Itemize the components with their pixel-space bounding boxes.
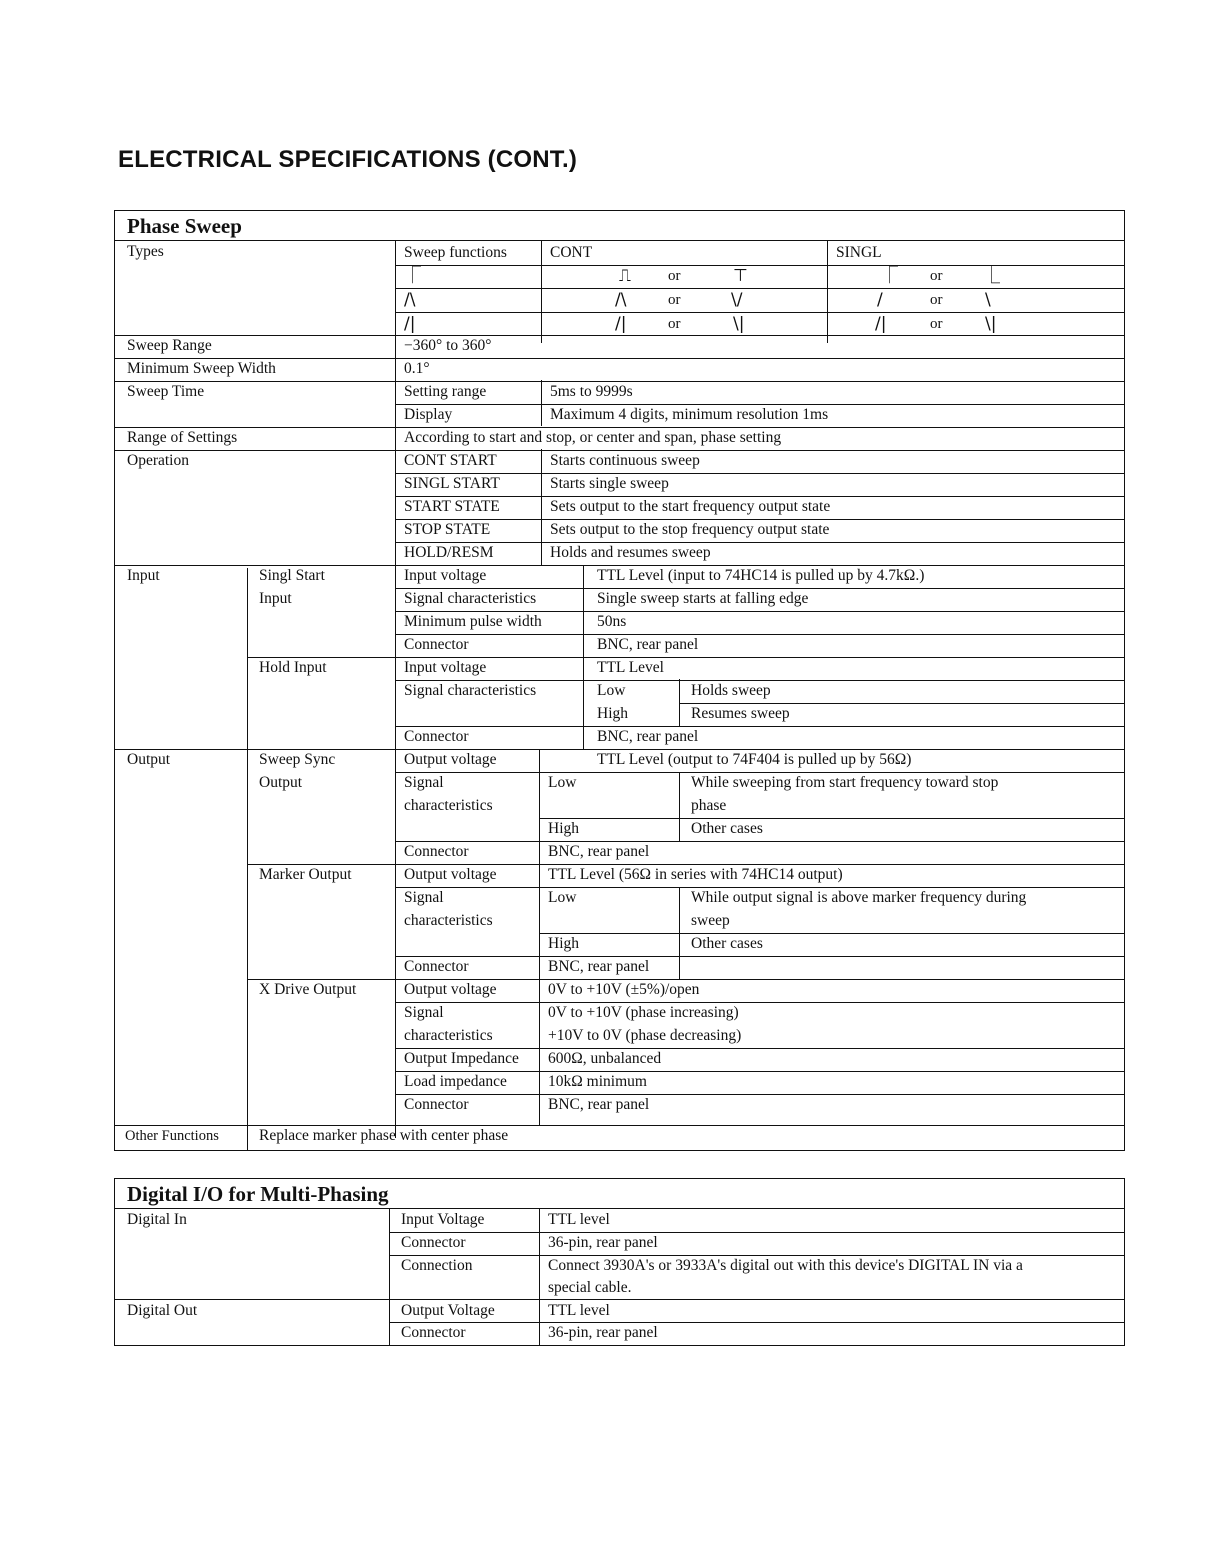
output-voltage-label: Output voltage [404, 866, 497, 883]
output-label: Output [127, 751, 171, 768]
output-voltage-value: 0V to +10V (±5%)/open [548, 981, 700, 998]
input-voltage-label: Input voltage [404, 567, 487, 584]
marker-low-value: While output signal is above marker frequency during [691, 889, 1027, 906]
operation-key: HOLD/RESM [404, 544, 494, 561]
digital-out-label: Digital Out [127, 1302, 198, 1319]
signal-label: Signal [404, 774, 444, 791]
connector-label: Connector [401, 1234, 466, 1251]
connector-value: BNC, rear panel [548, 843, 650, 860]
connector-label: Connector [404, 1096, 469, 1113]
other-functions-label: Other Functions [125, 1128, 219, 1144]
signal-label-2: characteristics [404, 797, 493, 814]
signal-label-2: characteristics [404, 912, 493, 929]
connector-label: Connector [404, 636, 469, 653]
digital-in-label: Digital In [127, 1211, 187, 1228]
sawtooth-wave-icon: /| [404, 314, 416, 334]
setting-range-label: Setting range [404, 383, 487, 400]
operation-value: Starts continuous sweep [550, 452, 700, 469]
connector-value: 36-pin, rear panel [548, 1324, 658, 1341]
phase-sweep-title: Phase Sweep [115, 211, 1124, 241]
setting-range-value: 5ms to 9999s [550, 383, 633, 400]
digital-io-grid [115, 1209, 1124, 1345]
output-impedance-value: 600Ω, unbalanced [548, 1050, 662, 1067]
min-pulse-value: 50ns [597, 613, 627, 630]
input-label: Input [127, 567, 160, 584]
range-settings-label: Range of Settings [127, 429, 238, 446]
output-voltage-value: TTL level [548, 1302, 610, 1319]
triangle-wave-icon: /\ [404, 290, 416, 310]
operation-key: STOP STATE [404, 521, 491, 538]
operation-key: START STATE [404, 498, 500, 515]
output-voltage-value: TTL Level (56Ω in series with 74HC14 output) [548, 866, 843, 883]
signal-characteristics-label: Signal characteristics [404, 682, 537, 699]
holds-sweep-value: Holds sweep [691, 682, 771, 699]
operation-value: Sets output to the stop frequency output state [550, 521, 830, 538]
x-drive-output-label: X Drive Output [259, 981, 357, 998]
x-signal-value: 0V to +10V (phase increasing) [548, 1004, 739, 1021]
hold-input-label: Hold Input [259, 659, 327, 676]
marker-low-value-2: sweep [691, 912, 730, 929]
sweep-time-label: Sweep Time [127, 383, 205, 400]
phase-sweep-grid [115, 241, 1124, 1150]
sweep-functions-label: Sweep functions [404, 244, 507, 261]
low-label: Low [548, 774, 577, 791]
display-label: Display [404, 406, 453, 423]
operation-key: SINGL START [404, 475, 500, 492]
connector-label: Connector [404, 728, 469, 745]
singl-step-icon: ⎾ [881, 266, 898, 286]
connector-value: 36-pin, rear panel [548, 1234, 658, 1251]
cont-saw-icon: /| [615, 314, 627, 334]
other-functions-value: Replace marker phase with center phase [259, 1127, 509, 1144]
connector-value: BNC, rear panel [597, 636, 699, 653]
operation-value: Holds and resumes sweep [550, 544, 711, 561]
x-signal-value-2: +10V to 0V (phase decreasing) [548, 1027, 742, 1044]
sweep-range-label: Sweep Range [127, 337, 212, 354]
output-voltage-label: Output voltage [404, 751, 497, 768]
cont-pulse-icon: ⎍ [619, 266, 631, 286]
display-value: Maximum 4 digits, minimum resolution 1ms [550, 406, 829, 423]
cont-pulse-inverted-icon: ⊤ [733, 266, 748, 286]
singl-step-down-icon: ⎿ [983, 266, 1000, 286]
input-voltage-value: TTL level [548, 1211, 610, 1228]
sweep-range-value: −360° to 360° [404, 337, 492, 354]
other-cases-value: Other cases [691, 935, 763, 952]
high-label: High [548, 820, 579, 837]
min-sweep-width-value: 0.1° [404, 360, 430, 377]
connector-value: BNC, rear panel [548, 958, 650, 975]
types-label: Types [127, 243, 164, 260]
digital-io-title: Digital I/O for Multi-Phasing [115, 1179, 1124, 1209]
sync-low-value-2: phase [691, 797, 727, 814]
input-voltage-label: Input voltage [404, 659, 487, 676]
or-label: or [930, 292, 943, 308]
or-label: or [930, 316, 943, 332]
cont-v-icon: \/ [731, 290, 743, 310]
or-label: or [668, 316, 681, 332]
operation-label: Operation [127, 452, 189, 469]
or-label: or [668, 292, 681, 308]
operation-key: CONT START [404, 452, 497, 469]
phase-sweep-table [114, 210, 1125, 1151]
singl-start-label-2: Input [259, 590, 292, 607]
operation-value: Sets output to the start frequency output state [550, 498, 831, 515]
connector-value: BNC, rear panel [548, 1096, 650, 1113]
min-sweep-width-label: Minimum Sweep Width [127, 360, 276, 377]
sync-low-value: While sweeping from start frequency toward stop [691, 774, 999, 791]
signal-characteristics-label: Signal characteristics [404, 590, 537, 607]
singl-ramp-up-icon: / [877, 290, 883, 310]
signal-label: Signal [404, 1004, 444, 1021]
page-title: ELECTRICAL SPECIFICATIONS (CONT.) [118, 146, 578, 173]
or-label: or [930, 268, 943, 284]
resumes-sweep-value: Resumes sweep [691, 705, 790, 722]
output-voltage-value: TTL Level (output to 74F404 is pulled up by 56Ω) [597, 751, 912, 768]
low-label: Low [548, 889, 577, 906]
connector-value: BNC, rear panel [597, 728, 699, 745]
high-label: High [548, 935, 579, 952]
connection-value: Connect 3930A's or 3933A's digital out with this device's DIGITAL IN via a [548, 1257, 1023, 1274]
marker-output-label: Marker Output [259, 866, 352, 883]
singl-saw-icon: /| [875, 314, 887, 334]
sweep-sync-label-2: Output [259, 774, 303, 791]
operation-value: Starts single sweep [550, 475, 669, 492]
load-impedance-label: Load impedance [404, 1073, 507, 1090]
min-pulse-label: Minimum pulse width [404, 613, 542, 630]
other-cases-value: Other cases [691, 820, 763, 837]
signal-characteristics-value: Single sweep starts at falling edge [597, 590, 809, 607]
step-wave-icon: ⎾ [404, 266, 421, 286]
signal-label: Signal [404, 889, 444, 906]
sweep-sync-label: Sweep Sync [259, 751, 336, 768]
output-voltage-label: Output Voltage [401, 1302, 495, 1319]
connection-label: Connection [401, 1257, 473, 1274]
range-settings-value: According to start and stop, or center and span, phase setting [404, 429, 782, 446]
connector-label: Connector [401, 1324, 466, 1341]
low-label: Low [597, 682, 626, 699]
connector-label: Connector [404, 843, 469, 860]
connection-value-2: special cable. [548, 1279, 632, 1296]
input-voltage-value: TTL Level (input to 74HC14 is pulled up by 4.7kΩ.) [597, 567, 925, 584]
load-impedance-value: 10kΩ minimum [548, 1073, 647, 1090]
input-voltage-value: TTL Level [597, 659, 664, 676]
digital-io-table [114, 1178, 1125, 1346]
cont-triangle-icon: /\ [615, 290, 627, 310]
or-label: or [668, 268, 681, 284]
cont-saw-down-icon: \| [733, 314, 745, 334]
singl-start-label: Singl Start [259, 567, 325, 584]
signal-label-2: characteristics [404, 1027, 493, 1044]
high-label: High [597, 705, 628, 722]
output-impedance-label: Output Impedance [404, 1050, 519, 1067]
singl-ramp-down-icon: \ [985, 290, 991, 310]
connector-label: Connector [404, 958, 469, 975]
singl-header: SINGL [836, 244, 882, 261]
cont-header: CONT [550, 244, 593, 261]
singl-saw-down-icon: \| [985, 314, 997, 334]
output-voltage-label: Output voltage [404, 981, 497, 998]
input-voltage-label: Input Voltage [401, 1211, 485, 1228]
